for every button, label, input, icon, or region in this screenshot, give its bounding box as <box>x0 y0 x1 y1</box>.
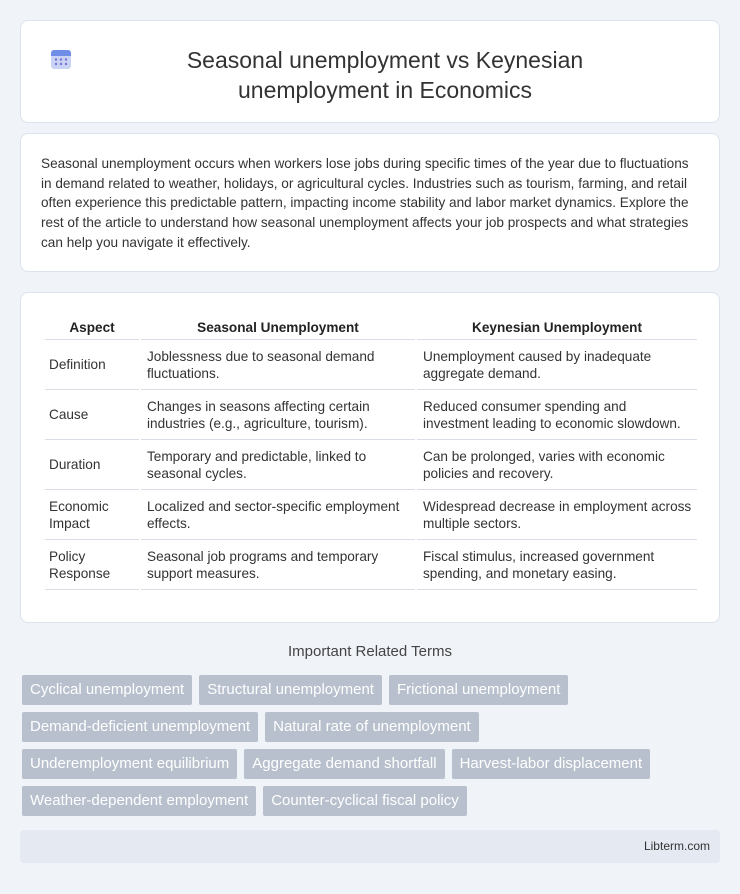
row-seasonal: Changes in seasons affecting certain industries (e.g., agriculture, tourism). <box>141 392 415 440</box>
row-aspect: Definition <box>45 342 139 390</box>
footer-brand-link[interactable]: Libterm.com <box>643 839 710 853</box>
tag-link[interactable]: Structural unemployment <box>199 675 382 705</box>
row-aspect: Economic Impact <box>45 492 139 540</box>
tag-link[interactable]: Frictional unemployment <box>389 675 568 705</box>
page-title-text: Seasonal unemployment vs Keynesian unemployment in Economics <box>186 47 584 103</box>
row-aspect: Policy Response <box>45 542 139 590</box>
row-seasonal: Temporary and predictable, linked to seasonal cycles. <box>141 442 415 490</box>
comparison-table <box>43 315 699 592</box>
tag-link[interactable]: Demand-deficient unemployment <box>22 712 258 742</box>
table-row <box>45 492 697 540</box>
table-row <box>45 342 697 390</box>
tag-link[interactable]: Natural rate of unemployment <box>265 712 479 742</box>
row-keynesian: Widespread decrease in employment across multiple sectors. <box>417 492 697 540</box>
tag-link[interactable]: Weather-dependent employment <box>22 786 256 816</box>
tag-row <box>22 712 722 742</box>
page-title <box>21 45 719 105</box>
table-row <box>45 442 697 490</box>
intro-paragraph: Seasonal unemployment occurs when workers lose jobs during specific times of the year due to fluctuations in demand related to weather, holidays, or agricultural cycles. Industries such as tourism, farming, and retail often experience this predictable pattern, impacting income stability and labor market dynamics. Explore the rest of the article to understand how seasonal unemployment affects your job prospects and what strategies can help you navigate it effectively. <box>41 156 689 250</box>
tag-link[interactable]: Underemployment equilibrium <box>22 749 237 779</box>
tag-link[interactable]: Cyclical unemployment <box>22 675 192 705</box>
footer <box>20 830 720 863</box>
tag-link[interactable]: Harvest-labor displacement <box>452 749 651 779</box>
comparison-table-card <box>20 292 720 623</box>
title-card <box>20 20 720 123</box>
tag-link[interactable]: Counter-cyclical fiscal policy <box>263 786 467 816</box>
row-keynesian: Fiscal stimulus, increased government spending, and monetary easing. <box>417 542 697 590</box>
row-seasonal: Seasonal job programs and temporary support measures. <box>141 542 415 590</box>
row-aspect: Duration <box>45 442 139 490</box>
related-terms-heading: Important Related Terms <box>288 643 452 660</box>
row-aspect: Cause <box>45 392 139 440</box>
row-seasonal: Joblessness due to seasonal demand fluctuations. <box>141 342 415 390</box>
table-row <box>45 392 697 440</box>
row-keynesian: Reduced consumer spending and investment leading to economic slowdown. <box>417 392 697 440</box>
row-keynesian: Can be prolonged, varies with economic policies and recovery. <box>417 442 697 490</box>
column-header-seasonal: Seasonal Unemployment <box>141 317 415 340</box>
tag-row <box>22 786 722 816</box>
row-keynesian: Unemployment caused by inadequate aggregate demand. <box>417 342 697 390</box>
tag-link[interactable]: Aggregate demand shortfall <box>244 749 444 779</box>
intro-card <box>20 133 720 272</box>
related-terms-list <box>22 675 722 823</box>
tag-row <box>22 749 722 779</box>
column-header-keynesian: Keynesian Unemployment <box>417 317 697 340</box>
tag-row <box>22 675 722 705</box>
table-header-row <box>45 317 697 340</box>
column-header-aspect: Aspect <box>45 317 139 340</box>
row-seasonal: Localized and sector-specific employment effects. <box>141 492 415 540</box>
table-row <box>45 542 697 590</box>
